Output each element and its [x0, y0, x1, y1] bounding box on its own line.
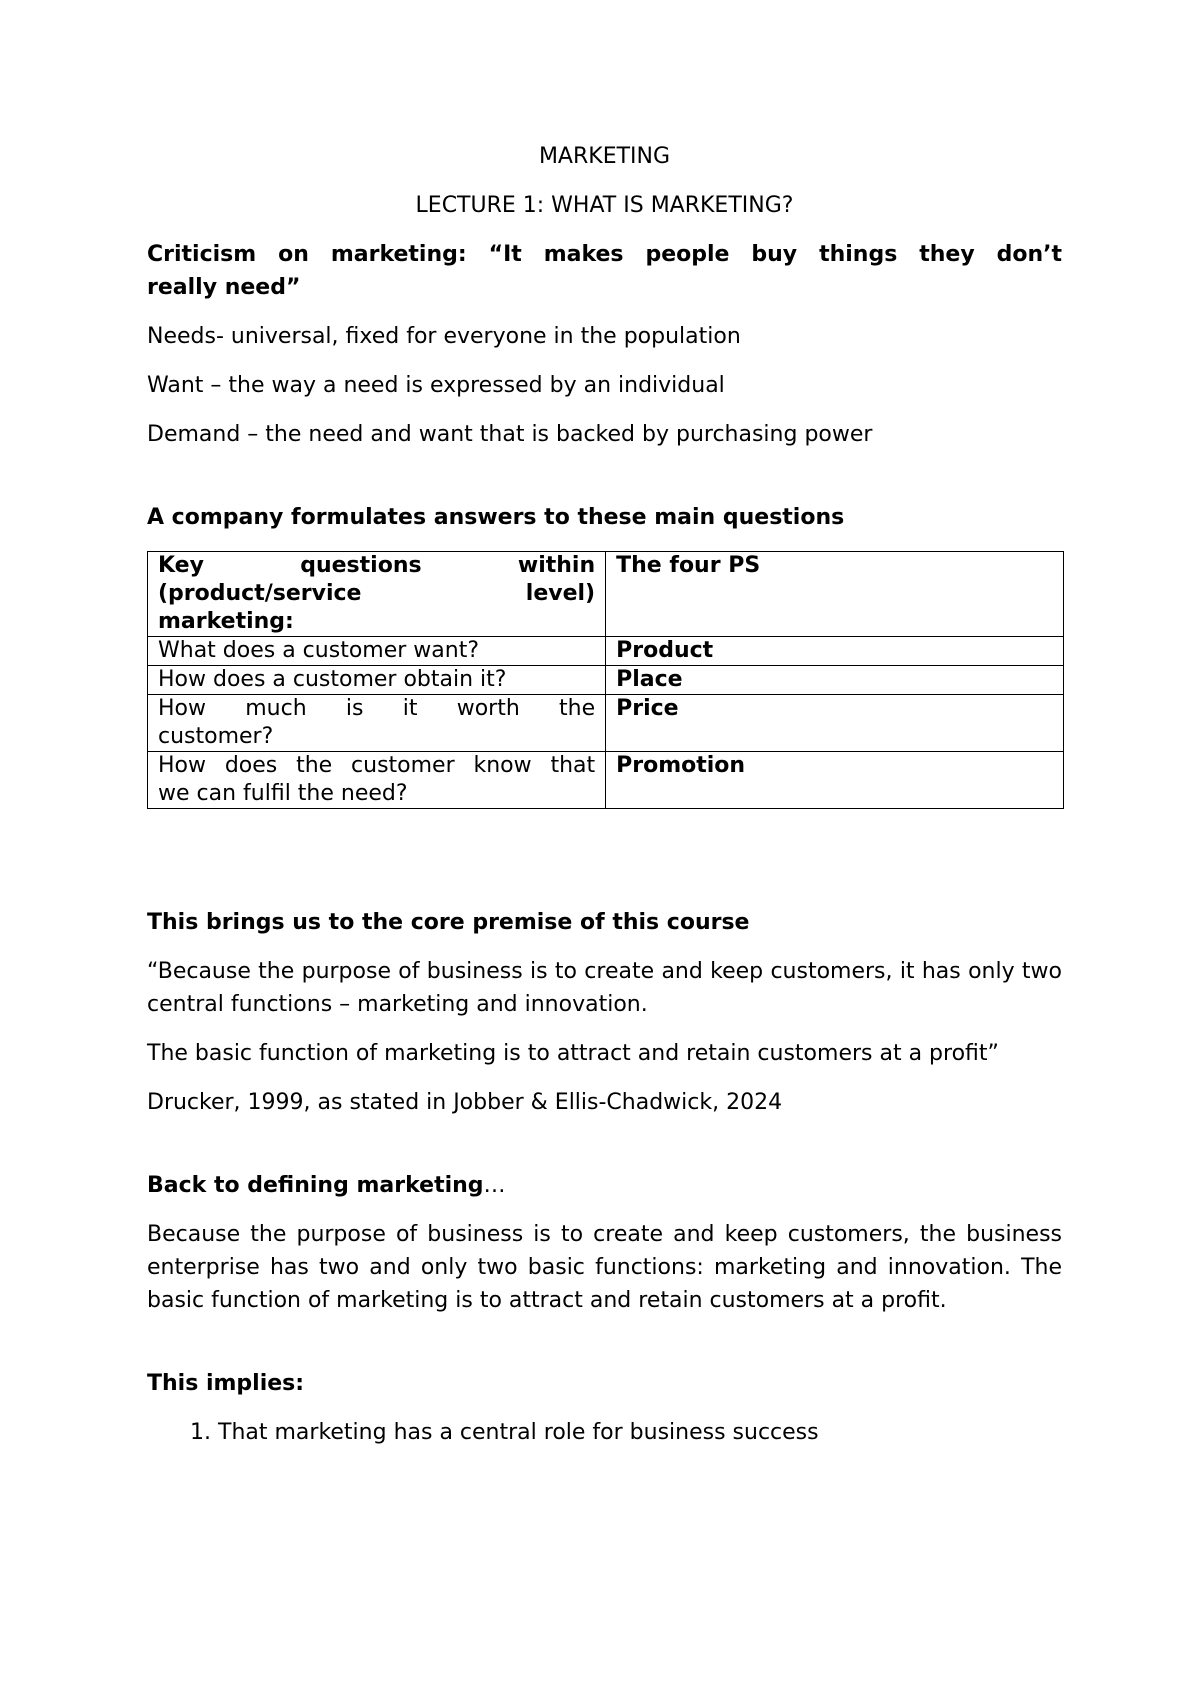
defining-heading	[147, 1169, 1062, 1202]
table-row	[148, 752, 1064, 809]
question-cell	[148, 695, 606, 752]
question-cell: What does a customer want?	[148, 637, 606, 666]
question-line-2: we can fulfil the need?	[158, 781, 408, 806]
implies-heading: This implies:	[147, 1371, 305, 1396]
table-header-four-ps: The four PS	[606, 552, 1064, 637]
p-cell: Price	[606, 695, 1064, 752]
p-cell: Promotion	[606, 752, 1064, 809]
table-header-questions	[148, 552, 606, 637]
lecture-title: LECTURE 1: WHAT IS MARKETING?	[415, 193, 794, 218]
questions-heading: A company formulates answers to these main questions	[147, 505, 845, 530]
p-cell: Product	[606, 637, 1064, 666]
document-title: MARKETING	[538, 144, 671, 169]
four-ps-table	[147, 551, 1064, 809]
table-row	[148, 666, 1064, 695]
defining-heading-ellipsis: …	[483, 1173, 506, 1198]
question-line-1: How much is it worth the	[158, 696, 596, 721]
question-line-2: customer?	[158, 724, 274, 749]
implies-list	[147, 1416, 1062, 1449]
premise-citation: Drucker, 1999, as stated in Jobber & Ellis-Chadwick, 2024	[147, 1090, 783, 1115]
question-cell: How does a customer obtain it?	[148, 666, 606, 695]
list-item: 1. That marketing has a central role for business success	[218, 1416, 1062, 1449]
table-row	[148, 695, 1064, 752]
criticism-heading	[147, 238, 1062, 304]
document-page	[147, 140, 1062, 1449]
header-line-2: (product/service level)	[158, 581, 596, 606]
p-cell: Place	[606, 666, 1064, 695]
header-line-1: Key questions within	[158, 553, 596, 578]
defining-body: Because the purpose of business is to create and keep customers, the business enterprise has two and only two basic functions: marketing and innovation. The basic function of marketing is to attract and retain customers at a profit.	[147, 1222, 1062, 1313]
question-line-1: How does the customer know that	[158, 753, 596, 778]
table-header-row	[148, 552, 1064, 637]
table-row	[148, 637, 1064, 666]
criticism-line-1: Criticism on marketing: “It makes people buy things they don’t	[147, 242, 1062, 267]
definition-want: Want – the way a need is expressed by an individual	[147, 373, 725, 398]
premise-quote-2: The basic function of marketing is to attract and retain customers at a profit”	[147, 1041, 999, 1066]
question-cell	[148, 752, 606, 809]
header-line-3: marketing:	[158, 609, 294, 634]
definition-needs: Needs- universal, fixed for everyone in the population	[147, 324, 741, 349]
premise-heading: This brings us to the core premise of this course	[147, 910, 750, 935]
definition-demand: Demand – the need and want that is backed by purchasing power	[147, 422, 873, 447]
defining-heading-bold: Back to defining marketing	[147, 1173, 484, 1198]
criticism-line-2: really need”	[147, 275, 301, 300]
premise-quote-1: “Because the purpose of business is to create and keep customers, it has only two central functions – marketing and innovation.	[147, 959, 1062, 1017]
